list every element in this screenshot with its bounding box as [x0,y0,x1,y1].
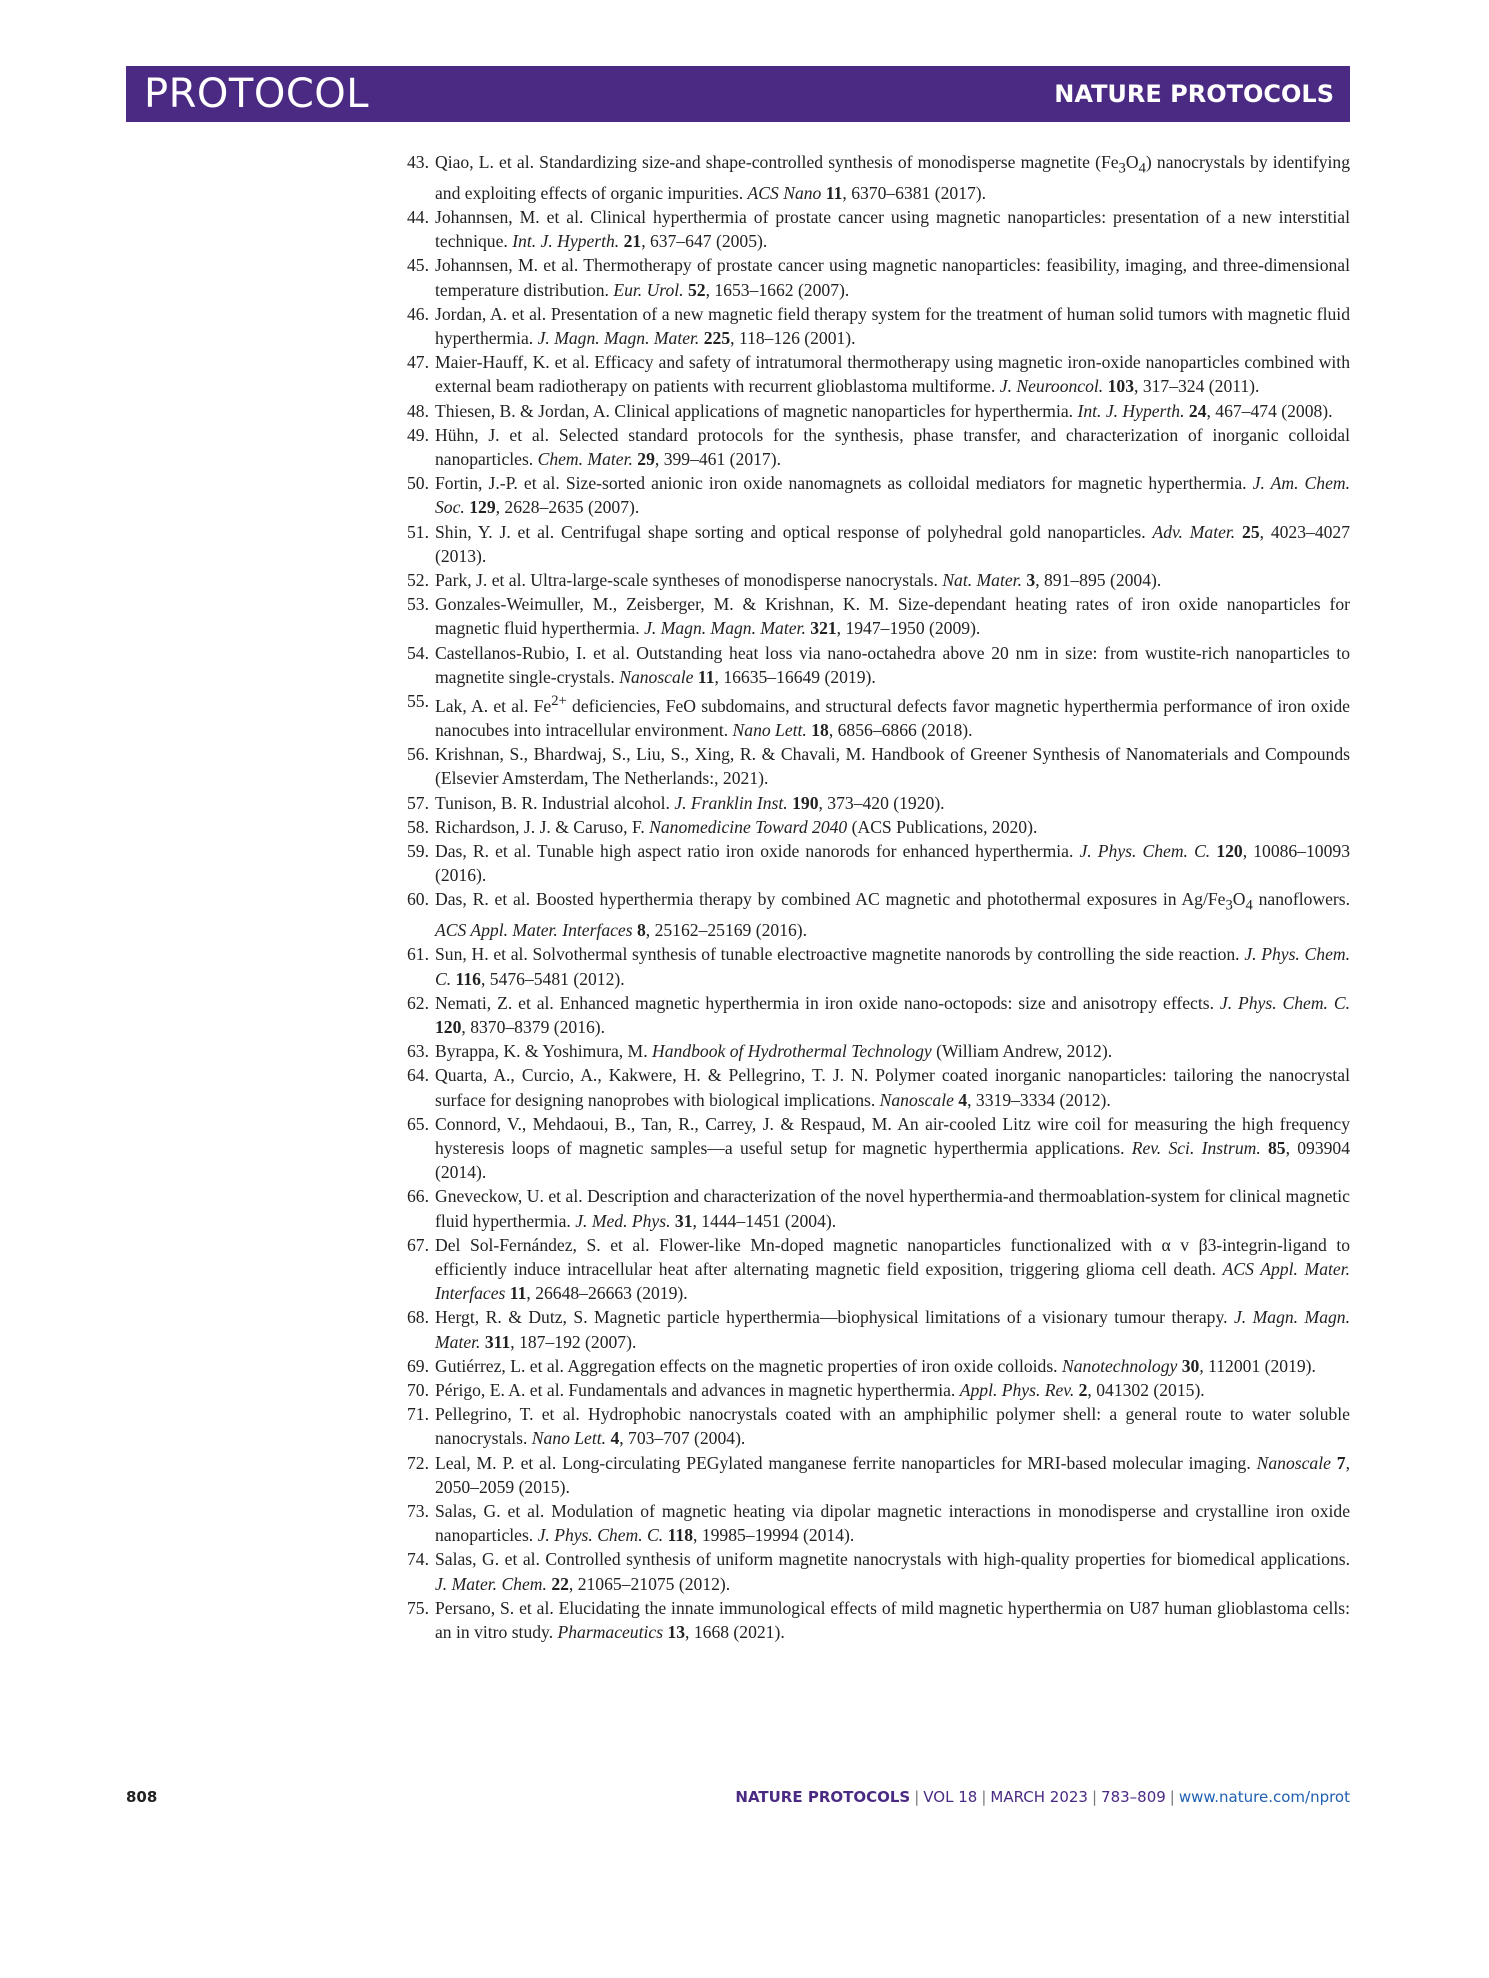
reference-number: 62 . [395,991,429,1015]
reference-number: 46 . [395,302,429,326]
reference-item [395,1305,1350,1353]
reference-text: Lak, A. et al. $Fe^{2+}$ deficiencies, FeO subdomains, and structural defects favor magnetic hyperthermia performance of iron oxide nanocubes into intracellular environment. Nano Lett. 18, 6856–6866 (2018). [435,692,1350,741]
reference-item [395,1184,1350,1232]
footer-separator: | [914,1788,920,1806]
reference-item [395,815,1350,839]
reference-text: Nemati, Z. et al. Enhanced magnetic hyperthermia in iron oxide nano-octopods: size and anisotropy effects. J. Phys. Chem. C. 120, 8370–8379 (2016). [435,992,1350,1037]
reference-number: 50 . [395,471,429,495]
footer-separator: | [1169,1788,1175,1806]
reference-item [395,839,1350,887]
reference-text: Périgo, E. A. et al. Fundamentals and advances in magnetic hyperthermia. Appl. Phys. Rev. 2, 041302 (2015). [435,1380,1205,1401]
reference-number: 73 . [395,1499,429,1523]
article-type-label: PROTOCOL [144,71,370,117]
reference-number: 64 . [395,1063,429,1087]
reference-number: 58 . [395,815,429,839]
reference-text: Quarta, A., Curcio, A., Kakwere, H. & Pellegrino, T. J. N. Polymer coated inorganic nanoparticles: tailoring the nanocrystal surface for designing nanoprobes with biological implications. Nanoscale 4, 3319–3334 (2012). [435,1065,1350,1110]
reference-number: 57 . [395,791,429,815]
reference-item [395,1596,1350,1644]
reference-text: Salas, G. et al. Modulation of magnetic heating via dipolar magnetic interactions in monodisperse and crystalline iron oxide nanoparticles. J. Phys. Chem. C. 118, 19985–19994 (2014). [435,1501,1350,1546]
reference-text: Hühn, J. et al. Selected standard protocols for the synthesis, phase transfer, and characterization of inorganic colloidal nanoparticles. Chem. Mater. 29, 399–461 (2017). [435,424,1350,469]
reference-item [395,1499,1350,1547]
reference-text: Leal, M. P. et al. Long-circulating PEGylated manganese ferrite nanoparticles for MRI-based molecular imaging. Nanoscale 7, 2050–2059 (2015). [435,1452,1350,1497]
reference-item [395,689,1350,742]
reference-item [395,253,1350,301]
reference-text: Gonzales-Weimuller, M., Zeisberger, M. & Krishnan, K. M. Size-dependant heating rates of iron oxide nanoparticles for magnetic fluid hyperthermia. J. Magn. Magn. Mater. 321, 1947–1950 (2009). [435,594,1350,639]
reference-item [395,1063,1350,1111]
reference-text: Del Sol-Fernández, S. et al. Flower-like Mn-doped magnetic nanoparticles functionalized with α v β3-integrin-ligand to efficiently induce intracellular heat after alternating magnetic field exposition, triggering glioma cell death. ACS Appl. Mater. Interfaces 11, 26648–26663 (2019). [435,1234,1350,1304]
reference-text: Sun, H. et al. Solvothermal synthesis of tunable electroactive magnetite nanorods by controlling the side reaction. J. Phys. Chem. C. 116, 5476–5481 (2012). [435,944,1350,989]
reference-number: 47 . [395,350,429,374]
reference-number: 45 . [395,253,429,277]
reference-number: 54 . [395,641,429,665]
reference-item [395,742,1350,790]
reference-text: Gneveckow, U. et al. Description and characterization of the novel hyperthermia-and thermoablation-system for clinical magnetic fluid hyperthermia. J. Med. Phys. 31, 1444–1451 (2004). [435,1186,1350,1231]
footer-citation [735,1788,1350,1806]
reference-item [395,302,1350,350]
reference-text: Salas, G. et al. Controlled synthesis of uniform magnetite nanocrystals with high-quality properties for biomedical applications. J. Mater. Chem. 22, 21065–21075 (2012). [435,1549,1350,1594]
reference-item [395,592,1350,640]
reference-item [395,350,1350,398]
reference-item [395,1233,1350,1306]
footer-date: MARCH 2023 [990,1788,1088,1806]
reference-text: Gutiérrez, L. et al. Aggregation effects on the magnetic properties of iron oxide colloids. Nanotechnology 30, 112001 (2019). [435,1355,1316,1376]
reference-number: 53 . [395,592,429,616]
reference-item [395,1378,1350,1402]
reference-text: Jordan, A. et al. Presentation of a new magnetic field therapy system for the treatment of human solid tumors with magnetic fluid hyperthermia. J. Magn. Magn. Mater. 225, 118–126 (2001). [435,303,1350,348]
reference-text: Connord, V., Mehdaoui, B., Tan, R., Carrey, J. & Respaud, M. An air-cooled Litz wire coil for measuring the high frequency hysteresis loops of magnetic samples—a useful setup for magnetic hyperthermia applications. Rev. Sci. Instrum. 85, 093904 (2014). [435,1113,1351,1183]
reference-number: 49 . [395,423,429,447]
reference-text: Qiao, L. et al. Standardizing size-and shape-controlled synthesis of monodisperse magnetite $(Fe_3O_4)$ nanocrystals by identifying and exploiting effects of organic impurities. ACS Nano 11, 6370–6381 (2017). [435,152,1350,203]
footer-journal: NATURE PROTOCOLS [735,1788,911,1806]
reference-item [395,991,1350,1039]
reference-number: 63 . [395,1039,429,1063]
reference-item [395,641,1350,689]
reference-text: Krishnan, S., Bhardwaj, S., Liu, S., Xing, R. & Chavali, M. Handbook of Greener Synthesis of Nanomaterials and Compounds (Elsevier Amsterdam, The Netherlands:, 2021). [435,744,1350,789]
reference-number: 52 . [395,568,429,592]
reference-text: Johannsen, M. et al. Thermotherapy of prostate cancer using magnetic nanoparticles: feasibility, imaging, and three-dimensional temperature distribution. Eur. Urol. 52, 1653–1662 (2007). [435,255,1350,300]
reference-number: 66 . [395,1184,429,1208]
reference-number: 56 . [395,742,429,766]
page-footer [126,1788,1350,1814]
header-banner [126,66,1350,122]
reference-text: Thiesen, B. & Jordan, A. Clinical applications of magnetic nanoparticles for hyperthermia. Int. J. Hyperth. 24, 467–474 (2008). [435,400,1333,421]
reference-text: Byrappa, K. & Yoshimura, M. Handbook of Hydrothermal Technology (William Andrew, 2012). [435,1041,1113,1062]
reference-number: 44 . [395,205,429,229]
footer-pages: 783–809 [1101,1788,1166,1806]
reference-number: 74 . [395,1547,429,1571]
reference-text: Pellegrino, T. et al. Hydrophobic nanocrystals coated with an amphiphilic polymer shell: a general route to water soluble nanocrystals. Nano Lett. 4, 703–707 (2004). [435,1404,1350,1449]
reference-text: Maier-Hauff, K. et al. Efficacy and safety of intratumoral thermotherapy using magnetic iron-oxide nanoparticles combined with external beam radiotherapy on patients with recurrent glioblastoma multiforme. J. Neurooncol. 103, 317–324 (2011). [435,352,1350,397]
reference-item [395,568,1350,592]
reference-item [395,1451,1350,1499]
reference-number: 67 . [395,1233,429,1257]
reference-item [395,1039,1350,1063]
reference-number: 71 . [395,1402,429,1426]
reference-number: 69 . [395,1354,429,1378]
reference-number: 68 . [395,1305,429,1329]
reference-number: 75 . [395,1596,429,1620]
reference-text: Johannsen, M. et al. Clinical hyperthermia of prostate cancer using magnetic nanoparticles: presentation of a new interstitial technique. Int. J. Hyperth. 21, 637–647 (2005). [435,206,1350,252]
reference-item [395,471,1350,519]
footer-separator: | [1091,1788,1098,1806]
reference-item [395,1547,1350,1595]
reference-item [395,1354,1350,1378]
reference-text: Das, R. et al. Tunable high aspect ratio iron oxide nanorods for enhanced hyperthermia. J. Phys. Chem. C. 120, 10086–10093 (2016). [435,841,1350,886]
reference-text: Fortin, J.-P. et al. Size-sorted anionic iron oxide nanomagnets as colloidal mediators for magnetic hyperthermia. J. Am. Chem. Soc. 129, 2628–2635 (2007). [435,473,1350,518]
reference-list [395,150,1350,1644]
reference-item [395,205,1350,253]
reference-number: 51 . [395,520,429,544]
reference-item [395,942,1350,990]
reference-text: Shin, Y. J. et al. Centrifugal shape sorting and optical response of polyhedral gold nanoparticles. Adv. Mater. 25, 4023–4027 (2013). [435,521,1351,566]
reference-number: 72 . [395,1451,429,1475]
reference-item [395,520,1350,568]
reference-number: 61 . [395,942,429,966]
footer-separator: | [981,1788,987,1806]
footer-volume: VOL 18 [923,1788,978,1806]
journal-name-header: NATURE PROTOCOLS [1054,80,1334,108]
reference-item [395,150,1350,205]
footer-url-link[interactable]: www.nature.com/nprot [1178,1788,1350,1806]
reference-item [395,1402,1350,1450]
reference-number: 59 . [395,839,429,863]
reference-text: Richardson, J. J. & Caruso, F. Nanomedicine Toward 2040 (ACS Publications, 2020). [435,816,1038,837]
reference-number: 70 . [395,1378,429,1402]
reference-item [395,887,1350,942]
reference-text: Persano, S. et al. Elucidating the innate immunological effects of mild magnetic hyperthermia on U87 human glioblastoma cells: an in vitro study. Pharmaceutics 13, 1668 (2021). [435,1597,1350,1643]
reference-number: 55 . [395,689,429,713]
reference-item [395,399,1350,423]
reference-text: Hergt, R. & Dutz, S. Magnetic particle hyperthermia—biophysical limitations of a visionary tumour therapy. J. Magn. Magn. Mater. 311, 187–192 (2007). [435,1307,1350,1352]
reference-text: Park, J. et al. Ultra-large-scale syntheses of monodisperse nanocrystals. Nat. Mater. 3, 891–895 (2004). [435,569,1162,590]
reference-text: Castellanos-Rubio, I. et al. Outstanding heat loss via nano-octahedra above 20 nm in size: from wustite-rich nanoparticles to magnetite single-crystals. Nanoscale 11, 16635–16649 (2019). [435,642,1350,687]
reference-number: 60 . [395,887,429,911]
reference-number: 65 . [395,1112,429,1136]
reference-text: Das, R. et al. Boosted hyperthermia therapy by combined AC magnetic and photothermal exposures in $Ag/Fe_3O_4$ nanoflowers. ACS Appl. Mater. Interfaces 8, 25162–25169 (2016). [435,889,1350,941]
reference-item [395,423,1350,471]
reference-item [395,791,1350,815]
reference-number: 43 . [395,150,429,174]
reference-number: 48 . [395,399,429,423]
reference-item [395,1112,1350,1185]
reference-text: Tunison, B. R. Industrial alcohol. J. Franklin Inst. 190, 373–420 (1920). [435,792,945,813]
page-number: 808 [126,1788,158,1806]
